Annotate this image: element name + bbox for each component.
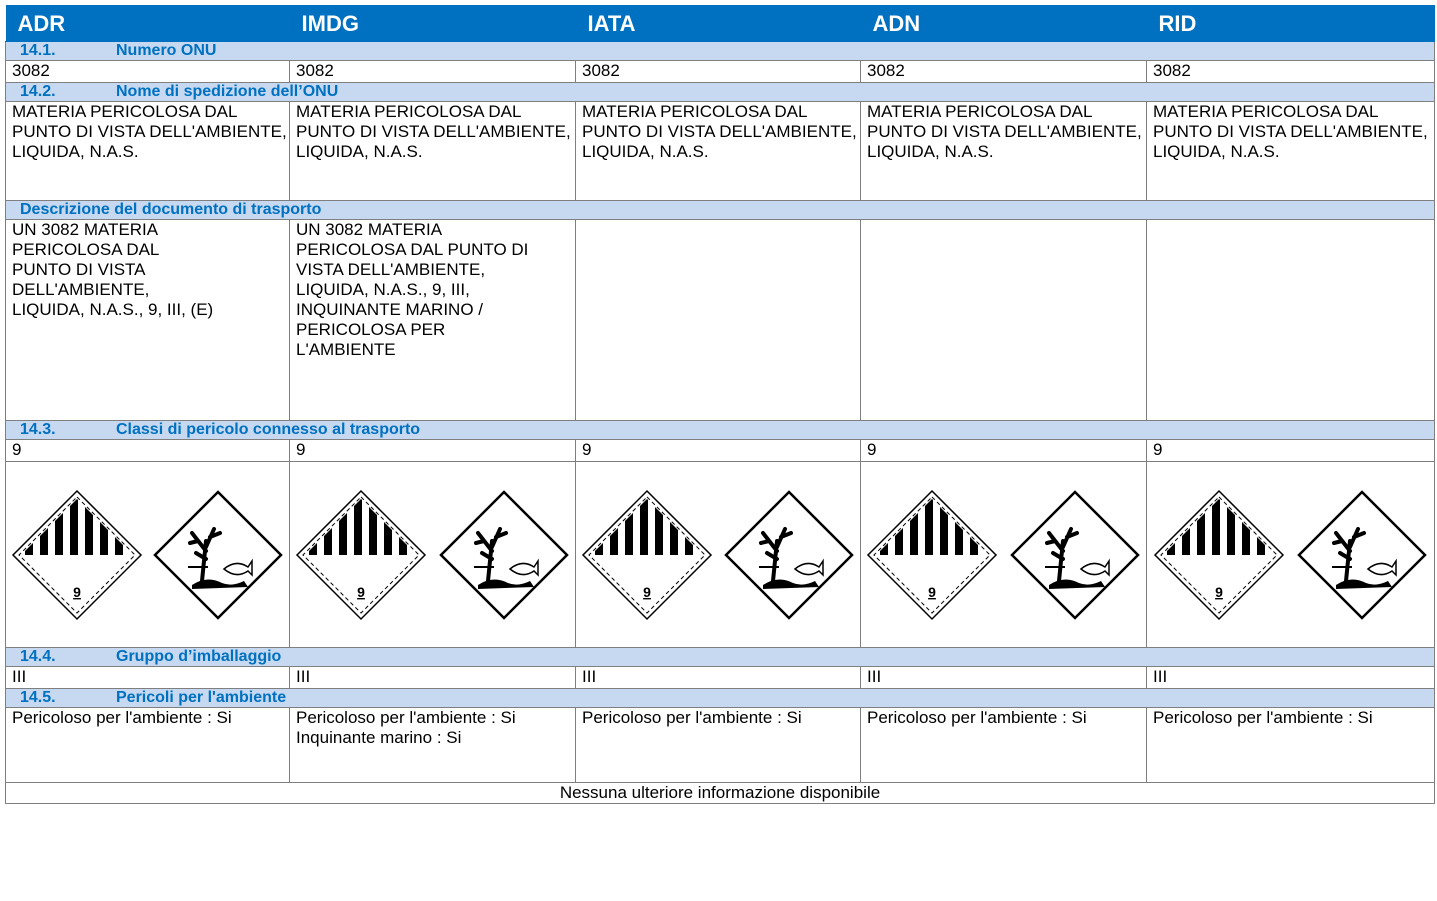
class-9-label-icon	[11, 489, 143, 621]
table-cell	[576, 220, 861, 421]
un-number-row	[6, 61, 1435, 83]
env-line: Pericoloso per l'ambiente : Si	[12, 708, 232, 727]
table-cell: III	[290, 667, 576, 689]
svg-text:9: 9	[72, 583, 81, 600]
section-title: Pericoli per l'ambiente	[116, 689, 287, 706]
table-cell: MATERIA PERICOLOSA DAL PUNTO DI VISTA DELL'AMBIENTE, LIQUIDA, N.A.S.	[576, 102, 861, 201]
footer-note: Nessuna ulteriore informazione disponibile	[6, 783, 1435, 804]
table-cell: III	[576, 667, 861, 689]
class-9-label-icon	[581, 489, 713, 621]
pictogram-row	[6, 462, 1435, 648]
table-cell	[6, 708, 290, 783]
header-rid: RID	[1147, 6, 1435, 42]
table-cell	[861, 708, 1147, 783]
section-14-2-heading	[6, 83, 1435, 102]
table-cell: MATERIA PERICOLOSA DAL PUNTO DI VISTA DELL'AMBIENTE, LIQUIDA, N.A.S.	[290, 102, 576, 201]
environment-hazard-icon	[152, 489, 284, 621]
table-cell	[1147, 220, 1435, 421]
shipping-name-row	[6, 102, 1435, 201]
table-cell	[576, 708, 861, 783]
table-cell: 9	[1147, 440, 1435, 462]
transport-info-table	[5, 5, 1435, 804]
table-cell: 3082	[1147, 61, 1435, 83]
table-cell	[861, 220, 1147, 421]
table-cell: 3082	[6, 61, 290, 83]
table-cell: MATERIA PERICOLOSA DAL PUNTO DI VISTA DELL'AMBIENTE, LIQUIDA, N.A.S.	[1147, 102, 1435, 201]
section-number: 14.4.	[20, 648, 56, 665]
header-row	[6, 6, 1435, 42]
section-number: 14.3.	[20, 421, 56, 438]
environment-hazard-icon	[1009, 489, 1141, 621]
svg-text:9: 9	[357, 583, 366, 600]
env-line: Pericoloso per l'ambiente : Si	[582, 708, 802, 727]
transport-document-heading: Descrizione del documento di trasporto	[6, 201, 1435, 220]
table-cell: III	[1147, 667, 1435, 689]
env-line: Inquinante marino : Si	[296, 728, 462, 747]
pictogram-cell	[1147, 462, 1435, 648]
section-14-5-heading	[6, 689, 1435, 708]
section-title: Nome di spedizione dell’ONU	[116, 83, 339, 100]
env-line: Pericoloso per l'ambiente : Si	[296, 708, 516, 727]
hazard-class-row	[6, 440, 1435, 462]
section-title: Numero ONU	[116, 42, 217, 59]
svg-text:9: 9	[643, 583, 651, 600]
svg-text:9: 9	[1214, 583, 1223, 600]
svg-text:9: 9	[928, 583, 937, 600]
table-cell: III	[6, 667, 290, 689]
env-line: Pericoloso per l'ambiente : Si	[1153, 708, 1373, 727]
pictogram-cell	[290, 462, 576, 648]
table-cell: 3082	[861, 61, 1147, 83]
pictogram-cell	[576, 462, 861, 648]
pictogram-cell	[6, 462, 290, 648]
transport-document-row	[6, 220, 1435, 421]
class-9-label-icon	[1153, 489, 1285, 621]
environment-hazard-icon	[1296, 489, 1428, 621]
table-cell: UN 3082 MATERIA PERICOLOSA DAL PUNTO DI VISTA DELL'AMBIENTE, LIQUIDA, N.A.S., 9, III, (E)	[6, 220, 290, 421]
table-cell: UN 3082 MATERIA PERICOLOSA DAL PUNTO DI VISTA DELL'AMBIENTE, LIQUIDA, N.A.S., 9, III, INQUINANTE MARINO / PERICOLOSA PER L'AMBIENTE	[290, 220, 576, 421]
section-14-4-heading	[6, 648, 1435, 667]
pictogram-cell	[861, 462, 1147, 648]
section-title: Gruppo d’imballaggio	[116, 648, 282, 665]
table-cell: 9	[861, 440, 1147, 462]
section-14-1-heading	[6, 42, 1435, 61]
env-line: Pericoloso per l'ambiente : Si	[867, 708, 1087, 727]
section-number: 14.1.	[20, 42, 56, 59]
section-title: Classi di pericolo connesso al trasporto	[116, 421, 421, 438]
packing-group-row	[6, 667, 1435, 689]
table-cell: III	[861, 667, 1147, 689]
table-cell: 3082	[290, 61, 576, 83]
header-adn: ADN	[861, 6, 1147, 42]
table-cell: MATERIA PERICOLOSA DAL PUNTO DI VISTA DELL'AMBIENTE, LIQUIDA, N.A.S.	[6, 102, 290, 201]
table-cell: 9	[290, 440, 576, 462]
section-14-3-heading	[6, 421, 1435, 440]
table-cell: 9	[6, 440, 290, 462]
environment-hazard-icon	[438, 489, 570, 621]
table-cell: 3082	[576, 61, 861, 83]
header-adr: ADR	[6, 6, 290, 42]
header-imdg: IMDG	[290, 6, 576, 42]
section-number: 14.2.	[20, 83, 56, 100]
table-cell	[1147, 708, 1435, 783]
table-cell: MATERIA PERICOLOSA DAL PUNTO DI VISTA DELL'AMBIENTE, LIQUIDA, N.A.S.	[861, 102, 1147, 201]
environment-hazard-icon	[723, 489, 855, 621]
table-cell	[290, 708, 576, 783]
section-number: 14.5.	[20, 689, 56, 706]
environment-hazard-row	[6, 708, 1435, 783]
table-cell: 9	[576, 440, 861, 462]
class-9-label-icon	[295, 489, 427, 621]
header-iata: IATA	[576, 6, 861, 42]
class-9-label-icon	[866, 489, 998, 621]
